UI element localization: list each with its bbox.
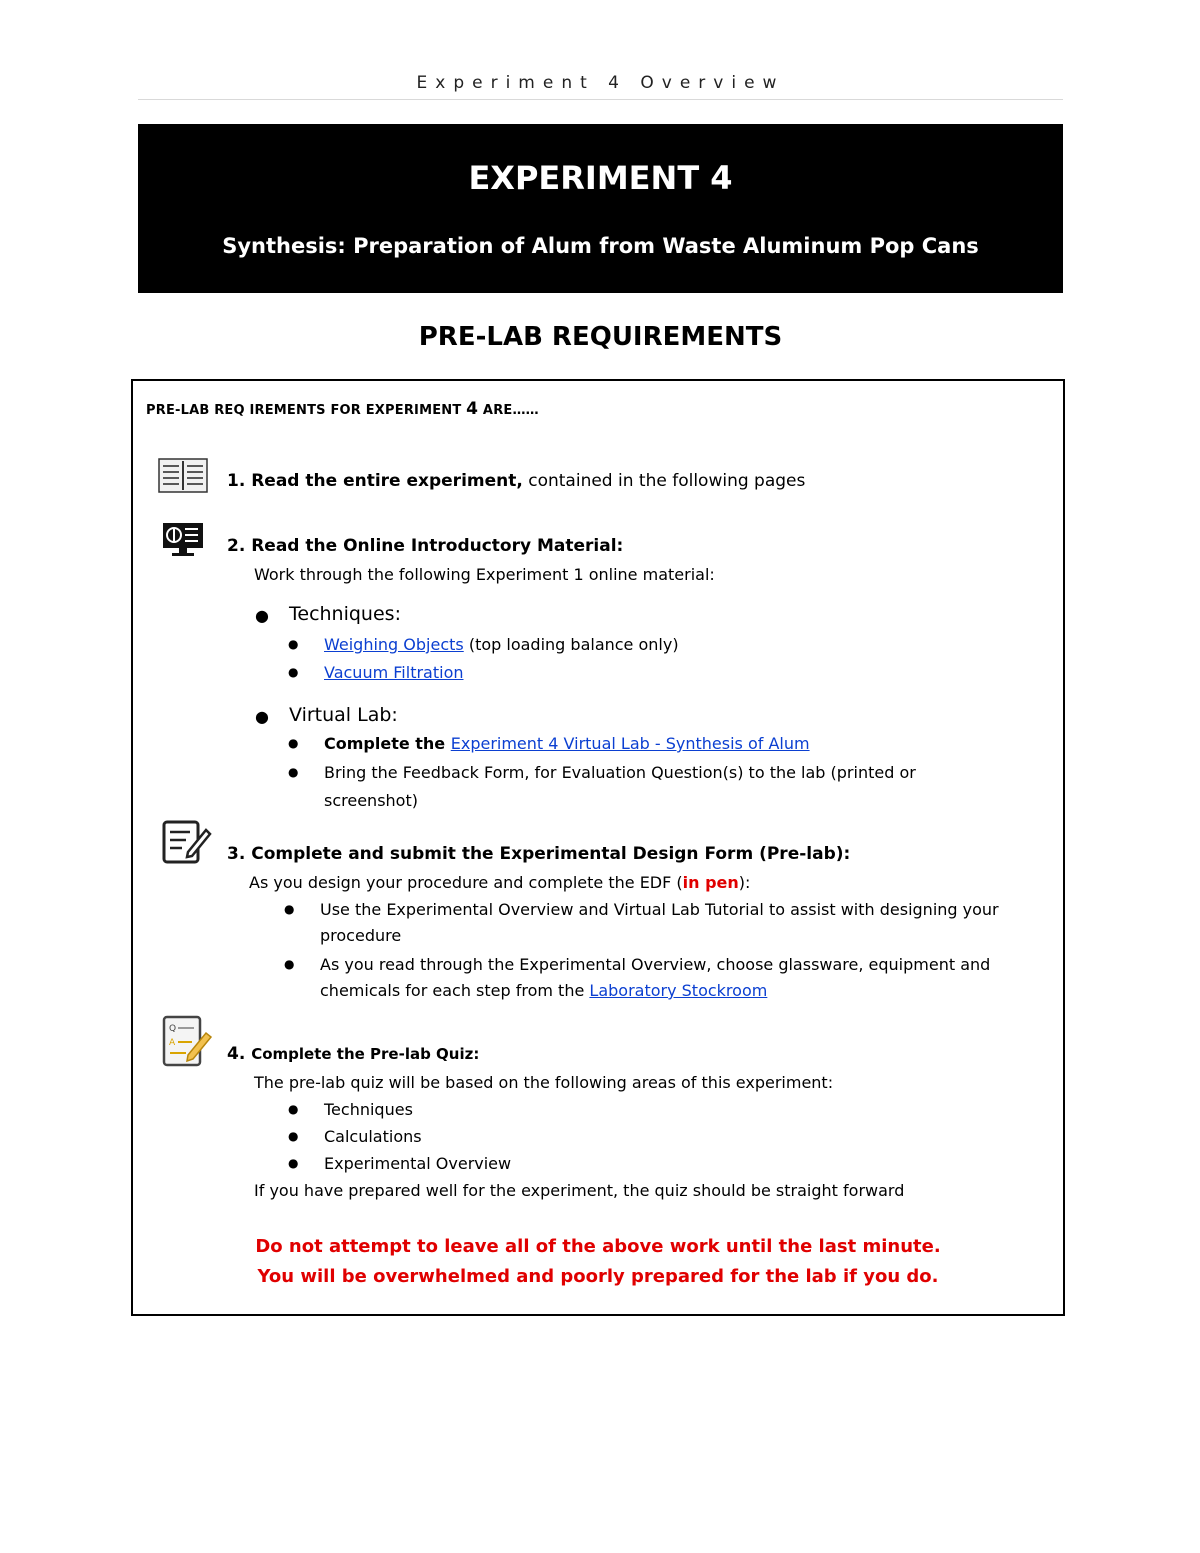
- technique-item: [324, 663, 464, 682]
- svg-text:A: A: [169, 1038, 176, 1048]
- bullet-dot: ●: [288, 1129, 299, 1143]
- bullet-dot: ●: [288, 1102, 299, 1116]
- banner-subtitle: Synthesis: Preparation of Alum from Waste Aluminum Pop Cans: [222, 234, 979, 258]
- virtual-lab-feedback-line1: Bring the Feedback Form, for Evaluation Question(s) to the lab (printed or: [324, 763, 916, 782]
- vacuum-filtration-link[interactable]: Vacuum Filtration: [324, 663, 464, 682]
- intro-number: 4: [466, 399, 479, 419]
- techniques-label: Techniques:: [289, 603, 401, 625]
- monitor-icon: [162, 522, 204, 557]
- virtual-lab-feedback-line2: screenshot): [324, 791, 418, 810]
- item-3-description-prefix: As you design your procedure and complete the EDF (: [249, 873, 683, 892]
- laboratory-stockroom-link[interactable]: Laboratory Stockroom: [589, 981, 768, 1000]
- intro-suffix: ARE……: [478, 403, 539, 418]
- item-4-heading: [227, 1044, 479, 1064]
- bullet-dot: ●: [255, 606, 269, 625]
- quiz-area-item: Calculations: [324, 1127, 422, 1146]
- intro-prefix: PRE-LAB REQ IREMENTS FOR EXPERIMENT: [146, 403, 467, 418]
- requirements-box: [131, 379, 1065, 1316]
- quiz-area-item: Techniques: [324, 1100, 413, 1119]
- item-3-number: 3.: [227, 844, 246, 864]
- virtual-lab-complete: [324, 734, 810, 753]
- banner-title: EXPERIMENT 4: [468, 159, 733, 197]
- item-3-heading: [227, 844, 850, 864]
- item-2-heading: [227, 536, 623, 556]
- item-4-closing: If you have prepared well for the experiment, the quiz should be straight forward: [254, 1181, 905, 1200]
- bullet-dot: ●: [284, 902, 295, 916]
- item-3-bullet-2-line2: [320, 981, 767, 1000]
- warning-line-2: You will be overwhelmed and poorly prepared for the lab if you do.: [257, 1266, 939, 1287]
- requirements-intro: [146, 399, 539, 419]
- svg-text:Q: Q: [169, 1024, 177, 1034]
- item-1-number: 1.: [227, 471, 246, 491]
- item-3-bullet-2-line1: As you read through the Experimental Overview, choose glassware, equipment and: [320, 955, 991, 974]
- book-icon: [158, 457, 208, 493]
- item-4-description: The pre-lab quiz will be based on the following areas of this experiment:: [254, 1073, 834, 1092]
- quiz-area-item: Experimental Overview: [324, 1154, 512, 1173]
- item-3-bullet-1-line1: Use the Experimental Overview and Virtual Lab Tutorial to assist with designing your: [320, 900, 999, 919]
- warning-line-1: Do not attempt to leave all of the above work until the last minute.: [255, 1236, 941, 1257]
- header-divider: [138, 99, 1063, 100]
- item-1-heading: [227, 471, 805, 491]
- virtual-lab-label: Virtual Lab:: [289, 704, 398, 726]
- form-pencil-icon: [162, 818, 212, 866]
- item-3-description: [249, 873, 750, 892]
- running-header: Experiment 4 Overview: [416, 73, 785, 93]
- item-2-description: Work through the following Experiment 1 online material:: [254, 565, 715, 584]
- technique-item-note: (top loading balance only): [463, 635, 679, 654]
- bullet-dot: ●: [288, 765, 299, 779]
- bullet-dot: ●: [284, 957, 295, 971]
- item-1-rest: contained in the following pages: [522, 471, 806, 491]
- title-banner: [138, 124, 1063, 293]
- item-1-title: Read the entire experiment,: [251, 471, 523, 491]
- virtual-lab-complete-prefix: Complete the: [324, 734, 451, 753]
- bullet-dot: ●: [255, 707, 269, 726]
- item-3-bullet-2-prefix: chemicals for each step from the: [320, 981, 590, 1000]
- item-3-bullet-1-line2: procedure: [320, 926, 402, 945]
- weighing-objects-link[interactable]: Weighing Objects: [324, 635, 464, 654]
- item-4-title: Complete the Pre-lab Quiz:: [251, 1045, 480, 1063]
- item-3-title: Complete and submit the Experimental Design Form (Pre-lab):: [251, 844, 851, 864]
- technique-item: [324, 635, 679, 654]
- item-2-number: 2.: [227, 536, 246, 556]
- section-heading: PRE-LAB REQUIREMENTS: [418, 322, 783, 352]
- virtual-lab-link[interactable]: Experiment 4 Virtual Lab - Synthesis of Alum: [450, 734, 810, 753]
- item-3-description-suffix: ):: [738, 873, 751, 892]
- item-2-title: Read the Online Introductory Material:: [251, 536, 624, 556]
- in-pen-note: in pen: [682, 873, 739, 892]
- bullet-dot: ●: [288, 736, 299, 750]
- item-4-number: 4.: [227, 1044, 246, 1064]
- bullet-dot: ●: [288, 665, 299, 679]
- bullet-dot: ●: [288, 637, 299, 651]
- bullet-dot: ●: [288, 1156, 299, 1170]
- quiz-icon: [162, 1015, 212, 1069]
